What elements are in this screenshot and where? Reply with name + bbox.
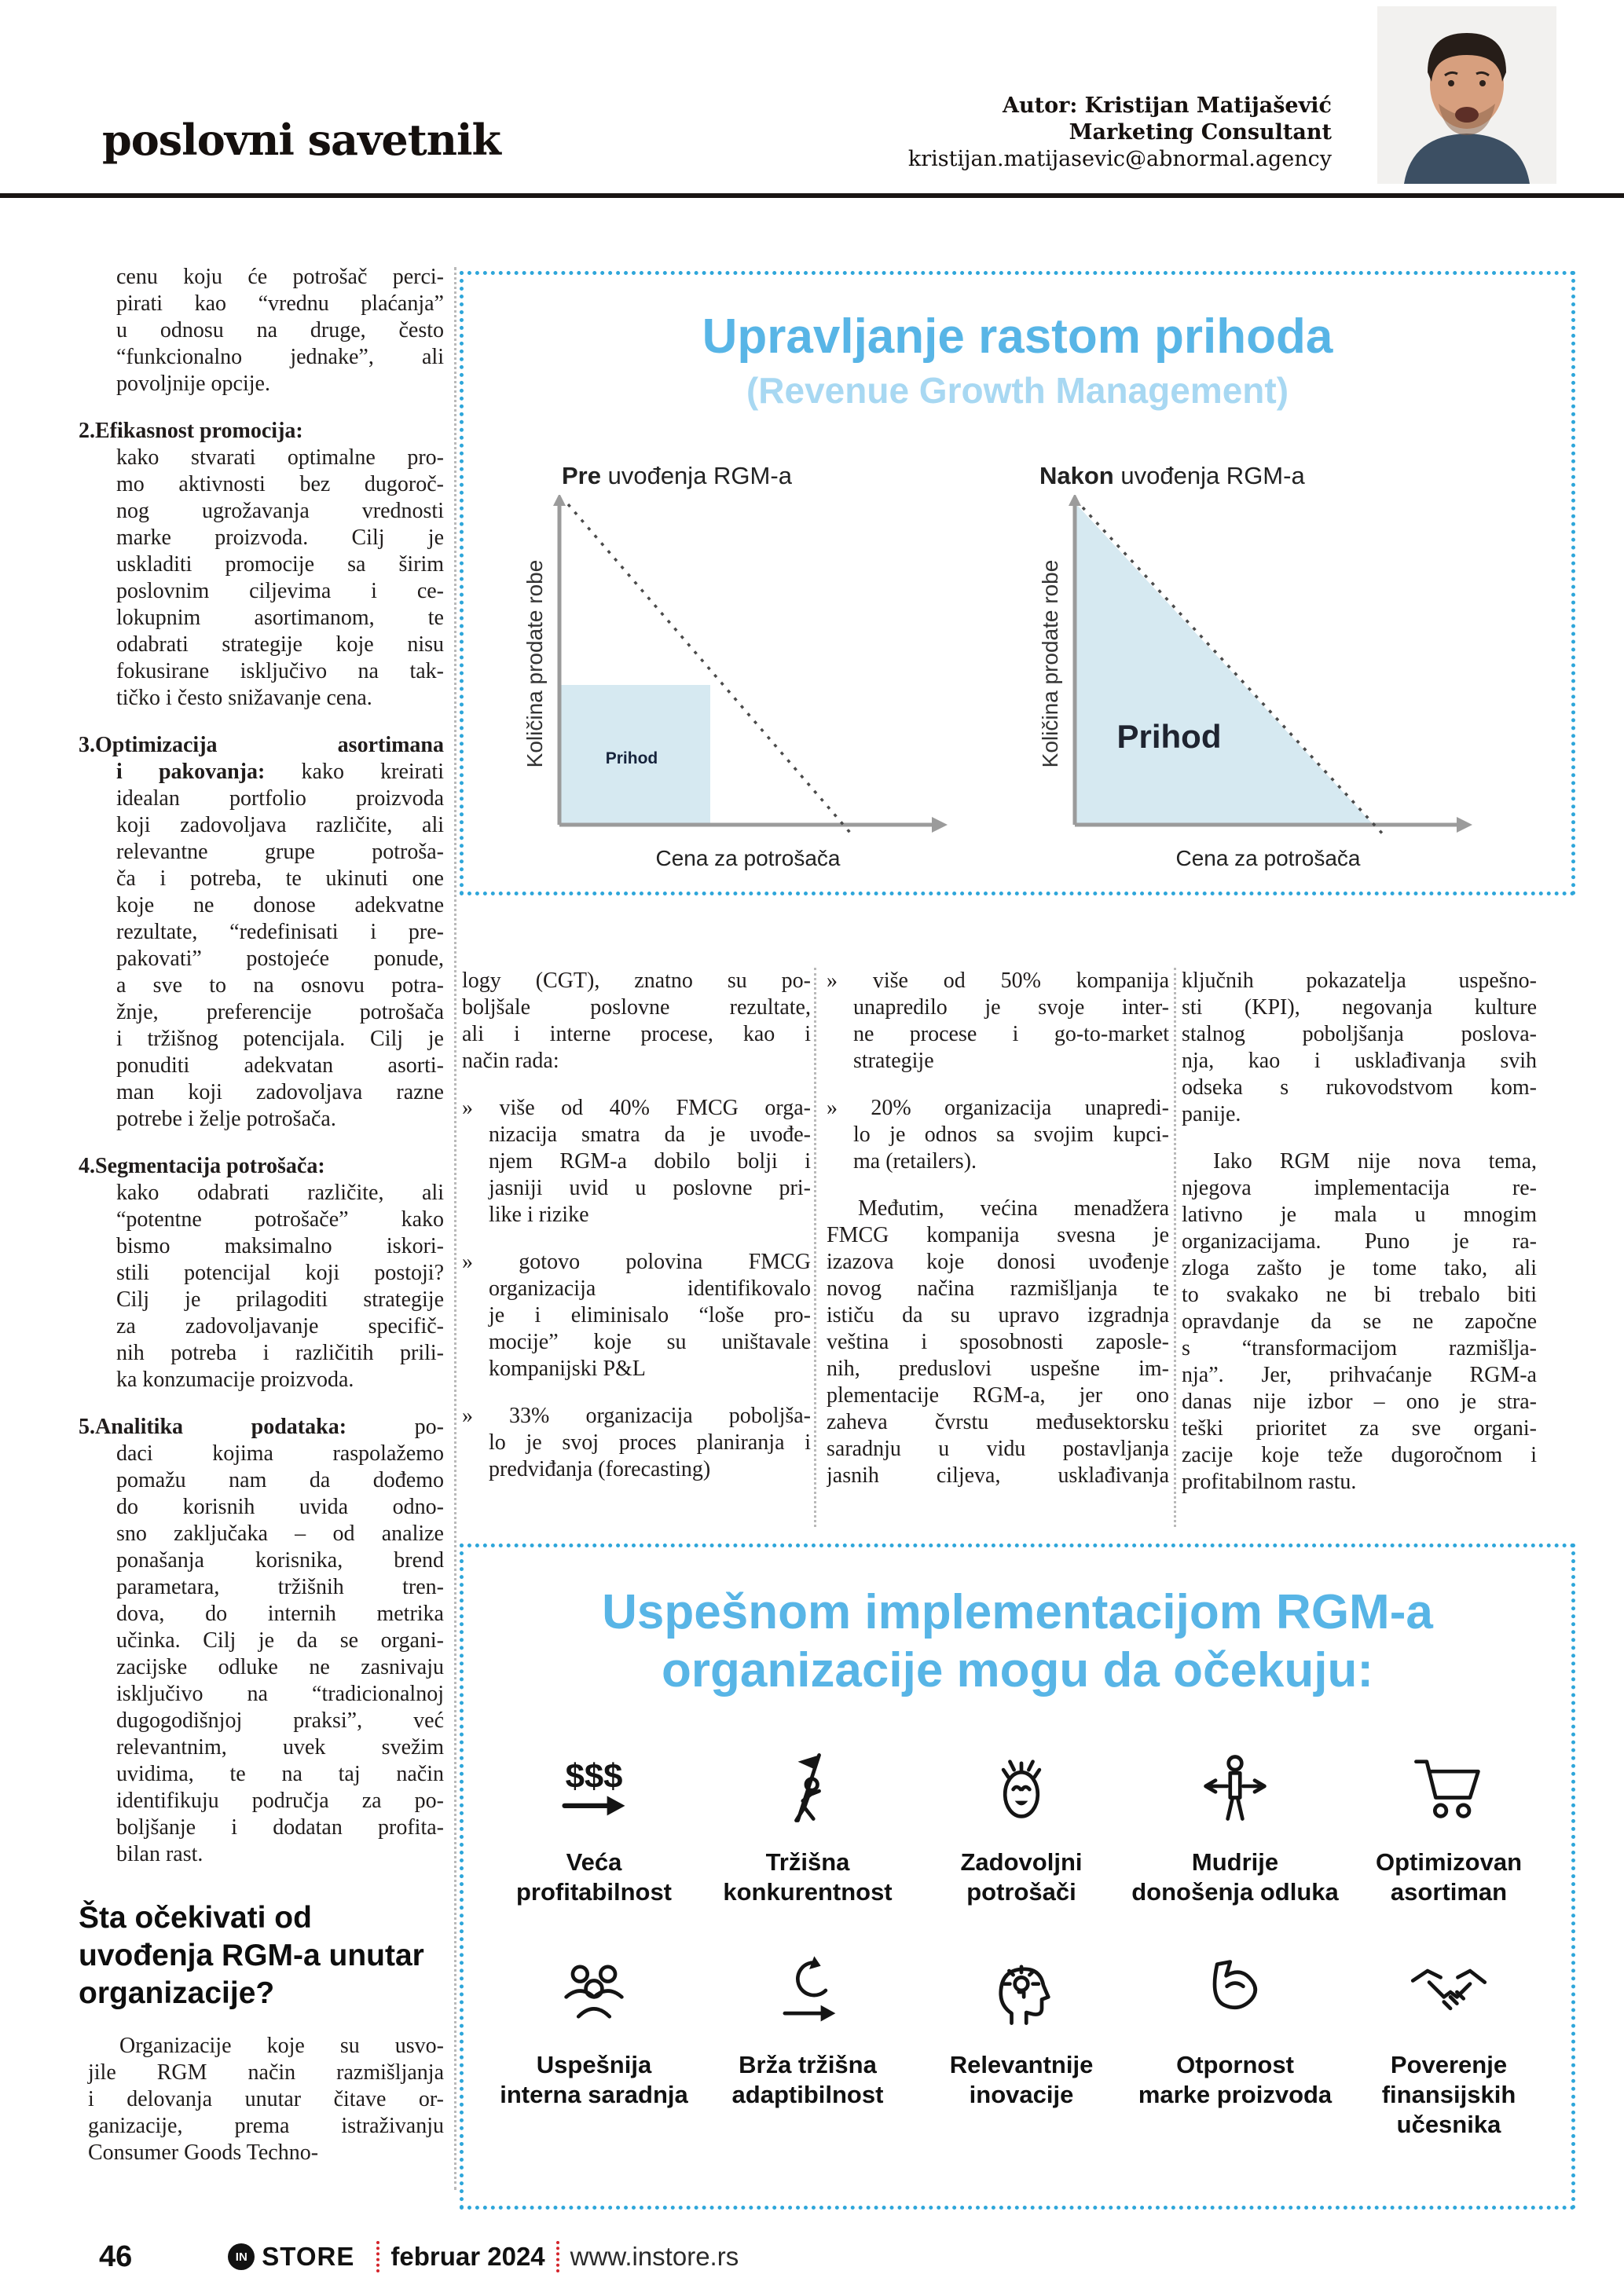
text-line: a sve to na osnovu potra- (116, 973, 444, 998)
text-line: mo aktivnosti bez dugoroč- (116, 472, 444, 496)
text-line: ča i potreba, te ukinuti one (116, 866, 444, 891)
text-line: organizacijama. Puno je ra- (1182, 1229, 1537, 1254)
paragraph (79, 264, 444, 397)
text-line: pirati kao “vrednu plaćanja” (116, 291, 444, 316)
y-axis-label: Količina prodate robe (522, 559, 547, 768)
label-line: Otpornost (1176, 2051, 1294, 2078)
text-line: » više od 40% FMCG orga- (462, 1096, 811, 1120)
paragraph (79, 2033, 444, 2166)
text-line: odabrati strategije koje nisu (116, 632, 444, 657)
expectation-label (701, 2050, 915, 2110)
paragraph (462, 1249, 811, 1382)
text-line: jasnih ciljeva, usklađivanja (827, 1463, 1169, 1488)
text-line: lo je odnos sa svojim kupci- (853, 1122, 1169, 1147)
svg-text:$$$: $$$ (565, 1757, 623, 1796)
paragraph (462, 1095, 811, 1229)
label-line: asortiman (1390, 1878, 1508, 1906)
chart-header-nakon: Nakon uvođenja RGM-a (1039, 462, 1305, 489)
text-line: Međutim, većina menadžera (858, 1196, 1169, 1221)
text-line: FMCG kompanija svesna je (827, 1223, 1169, 1247)
x-axis-label: Cena za potrošača (655, 846, 841, 870)
text-line: dova, do internih metrika (116, 1602, 444, 1626)
text-line: njegova implementacija re- (1182, 1176, 1537, 1200)
column-divider (454, 267, 456, 2190)
text-line: » 20% organizacija unapredi- (827, 1096, 1169, 1120)
text-line: daci kojima raspolažemo (116, 1441, 444, 1466)
label-line: Mudrije (1191, 1848, 1279, 1876)
text-line: koje ne donose adekvatne (116, 893, 444, 917)
text-line: predviđanja (forecasting) (489, 1457, 711, 1481)
text-line: strategije (853, 1049, 934, 1073)
text-line: Iako RGM nije nova tema, (1213, 1149, 1537, 1174)
text-line: ponašanja korisnika, brend (116, 1548, 444, 1573)
handshake-icon (1342, 1946, 1556, 2034)
text-line: stalnog poboljšanja poslova- (1182, 1022, 1537, 1046)
text-line: dugogodišnjoj praksi”, već (116, 1708, 444, 1733)
expectation-item (915, 1946, 1128, 2140)
text-line: identifikuju područja za po- (116, 1789, 444, 1813)
expectation-label (487, 2050, 701, 2110)
text-line: potrebe i želje potrošača. (116, 1107, 336, 1131)
text-line: veština i sposobnosti zaposle- (827, 1330, 1169, 1354)
revenue-area-label: Prihod (1116, 718, 1222, 755)
label-line: učesnika (1396, 2111, 1501, 2138)
text-line: koji zadovoljava različite, ali (116, 813, 444, 837)
paragraph (79, 1899, 444, 2012)
text-line: zacijske odluke ne zasnivaju (116, 1655, 444, 1679)
website-link[interactable]: www.instore.rs (570, 2242, 739, 2271)
text-line: fokusirane isključivo na tak- (116, 659, 444, 683)
paragraph (1182, 1148, 1537, 1496)
text-line: lo je svoj proces planiranja i (489, 1430, 811, 1455)
paragraph (827, 968, 1169, 1075)
text-line: uvođenja RGM-a unutar (79, 1939, 424, 1972)
expectations-grid (487, 1744, 1556, 2140)
text-line: zacije koje teže dugoročnom i (1182, 1443, 1537, 1467)
text-line: lokupnim asortimanom, te (116, 606, 444, 630)
article-column-3 (827, 968, 1169, 1489)
expectation-item (915, 1744, 1128, 1907)
label-line: donošenja odluka (1131, 1878, 1339, 1906)
page-number: 46 (99, 2239, 133, 2273)
column-divider (1174, 968, 1176, 1527)
paragraph (462, 1403, 811, 1483)
text-line: ponuditi adekvatan asorti- (116, 1053, 444, 1078)
text-line: organizacija identifikovalo (489, 1276, 811, 1301)
text-line: jile RGM način razmišljanja (88, 2060, 444, 2085)
paragraph (827, 1095, 1169, 1175)
text-line: mocije” koje su uništavale (489, 1330, 811, 1354)
text-line: cenu koju će potrošač perci- (116, 265, 444, 289)
paragraph (827, 1196, 1169, 1489)
text-line: do korisnih uvida odno- (116, 1495, 444, 1519)
text-line: relevantnim, uvek svežim (116, 1735, 444, 1760)
author-block (908, 93, 1332, 173)
text-line: isključivo na “tradicionalnoj (116, 1682, 444, 1706)
expectation-item (1128, 1744, 1342, 1907)
label-line: Optimizovan (1375, 1848, 1522, 1876)
paragraph (1182, 968, 1537, 1128)
text-line: sno zaključaka – od analize (116, 1522, 444, 1546)
text-line: zloga zašto je tome tako, ali (1182, 1256, 1537, 1280)
x-axis-arrow (1457, 817, 1472, 833)
text-line: lativno je mala u mnogim (1182, 1203, 1537, 1227)
text-line: nja, kao i usklađivanja svih (1182, 1049, 1537, 1073)
text-line: » gotovo polovina FMCG (462, 1250, 811, 1274)
text-line: to svakako ne bi trebalo biti (1182, 1283, 1537, 1307)
box-subtitle: (Revenue Growth Management) (746, 370, 1289, 411)
section-title: poslovni savetnik (102, 115, 500, 165)
expectation-label (1128, 1847, 1342, 1907)
label-line: adaptibilnost (731, 2081, 884, 2108)
label-line: marke proizvoda (1138, 2081, 1333, 2108)
dollars-growth-icon (487, 1744, 701, 1832)
article-column-1 (79, 264, 444, 2166)
text-line: relevantne grupe potroša- (116, 840, 444, 864)
text-line: ma (retailers). (853, 1149, 977, 1174)
text-line: boljšanje i dodatan profita- (116, 1815, 444, 1840)
magazine-name: STORE (262, 2242, 355, 2271)
label-line: Brža tržišna (739, 2051, 877, 2078)
box-title: Upravljanje rastom prihoda (702, 309, 1333, 364)
issue-date: februar 2024 (390, 2242, 545, 2271)
text-line: jasniji uvid u poslovne pri- (489, 1176, 811, 1200)
text-line: kako stvarati optimalne pro- (116, 445, 444, 470)
text-line: organizacije? (79, 1976, 275, 2010)
text-line: ključnih pokazatelja uspešno- (1182, 969, 1537, 993)
text-line: i pakovanja: kako kreirati (116, 760, 444, 784)
text-line: za zadovoljavanje specifič- (116, 1314, 444, 1338)
text-line: izazova koje donosi uvođenje (827, 1250, 1169, 1274)
label-line: Relevantnije (949, 2051, 1094, 2078)
team-icon (487, 1946, 701, 2034)
expectations-box (460, 1543, 1575, 2210)
expectation-label (487, 1847, 701, 1907)
chart-header-pre: Pre uvođenja RGM-a (562, 462, 792, 489)
text-line: idealan portfolio proizvoda (116, 786, 444, 811)
author-role: Marketing Consultant (1069, 120, 1332, 145)
text-line: “funkcionalno jednake”, ali (116, 345, 444, 369)
text-line: njem RGM-a dobilo bolji i (489, 1149, 811, 1174)
text-line: profitabilnom rastu. (1182, 1470, 1357, 1494)
agile-loop-icon (701, 1946, 915, 2034)
text-line: način rada: (462, 1049, 559, 1073)
text-line: stili potencijal koji postoji? (116, 1261, 444, 1285)
text-line: povoljnije opcije. (116, 372, 270, 396)
shopping-cart-icon (1342, 1744, 1556, 1832)
decision-person-icon (1128, 1744, 1342, 1832)
text-line: ističu da su upravo izgradnja (827, 1303, 1169, 1327)
expectation-label (701, 1847, 915, 1907)
footer-divider (376, 2241, 379, 2272)
text-line: uvidima, te na taj način (116, 1762, 444, 1786)
label-line: Poverenje (1390, 2051, 1508, 2078)
text-line: teški prioritet za sve organi- (1182, 1416, 1537, 1441)
text-line: boljšale poslovne rezultate, (462, 995, 811, 1020)
label-line: profitabilnost (515, 1878, 673, 1906)
text-line: novog načina razmišljanja te (827, 1276, 1169, 1301)
expectation-item (1128, 1946, 1342, 2140)
header-divider (0, 193, 1624, 198)
paragraph (79, 1153, 444, 1393)
text-line: ali i interne procese, kao i (462, 1022, 811, 1046)
text-line: tičko i često snižavanje cena. (116, 686, 372, 710)
y-axis-label: Količina prodate robe (1038, 559, 1062, 768)
expectations-title: Uspešnom implementacijom RGM-a organizacije mogu da očekuju: (602, 1585, 1433, 1697)
text-line: u odnosu na druge, često (116, 318, 444, 342)
author-name: Autor: Kristijan Matijašević (1003, 93, 1332, 118)
label-line: konkurentnost (723, 1878, 893, 1906)
text-line: zaheva čvrstu međusektorsku (827, 1410, 1169, 1434)
expectation-label (915, 1847, 1128, 1907)
text-line: » 33% organizacija poboljša- (462, 1404, 811, 1428)
text-line: učinka. Cilj je da se organi- (116, 1628, 444, 1653)
revenue-area-triangle (1076, 504, 1373, 825)
expectations-row-1 (487, 1744, 1556, 1907)
text-line: panije. (1182, 1102, 1241, 1126)
text-line: kompanijski P&L (489, 1357, 646, 1381)
expectation-item (701, 1744, 915, 1907)
y-axis-arrow (1069, 495, 1081, 506)
article-column-4 (1182, 968, 1537, 1496)
strong-arm-icon (1128, 1946, 1342, 2034)
text-line: pomažu nam da dođemo (116, 1468, 444, 1492)
paragraph (79, 418, 444, 712)
expectation-label (1342, 2050, 1556, 2140)
label-line: interna saradnja (500, 2081, 688, 2108)
expectation-label (1128, 2050, 1342, 2110)
y-axis-arrow (553, 495, 566, 506)
text-line: 2.Efikasnost promocija: (79, 419, 303, 443)
x-axis-arrow (932, 817, 948, 833)
text-line: ka konzumacije proizvoda. (116, 1368, 354, 1392)
text-line: 3.Optimizacija asortimana (79, 733, 444, 757)
article-column-2 (462, 968, 811, 1483)
paragraph (79, 1414, 444, 1868)
label-line: Zadovoljni (960, 1848, 1083, 1876)
label-line: Veća (566, 1848, 622, 1876)
text-line: žnje, preferencije potrošača (116, 1000, 444, 1024)
text-line: man koji zadovoljava razne (116, 1080, 444, 1104)
market-flag-icon (701, 1744, 915, 1832)
text-line: danas nije izbor – ono je stra- (1182, 1390, 1537, 1414)
text-line: marke proizvoda. Cilj je (116, 525, 444, 550)
text-line: 5.Analitika podataka: po- (79, 1415, 444, 1439)
text-line: bilan rast. (116, 1842, 203, 1866)
expectation-label (1342, 1847, 1556, 1907)
label-line: inovacije (969, 2081, 1074, 2108)
label-line: potrošači (966, 1878, 1076, 1906)
text-line: bismo maksimalno iskori- (116, 1234, 444, 1258)
column-divider (814, 968, 816, 1527)
text-line: odseka s rukovodstvom kom- (1182, 1075, 1537, 1100)
page-footer (99, 2236, 739, 2278)
paragraph (462, 968, 811, 1075)
instore-logo-icon: IN (228, 2243, 255, 2270)
author-email: kristijan.matijasevic@abnormal.agency (907, 147, 1332, 171)
text-line: nizacija smatra da je uvođe- (489, 1122, 811, 1147)
text-line: nja”. Jer, prihvaćanje RGM-a (1182, 1363, 1537, 1387)
happy-consumer-icon (915, 1744, 1128, 1832)
text-line: opravdanje da se ne započne (1182, 1309, 1537, 1334)
revenue-growth-box (460, 271, 1575, 895)
idea-head-icon (915, 1946, 1128, 2034)
revenue-area-label: Prihod (605, 749, 658, 767)
text-line: nih, preduslovi uspešne im- (827, 1357, 1169, 1381)
text-line: kako odabrati različite, ali (116, 1181, 444, 1205)
price-volume-charts (464, 495, 1571, 888)
label-line: Uspešnija (536, 2051, 652, 2078)
text-line: saradnju u vidu postavljanja (827, 1437, 1169, 1461)
text-line: “potentne potrošače” kako (116, 1207, 444, 1232)
text-line: uskladiti promocije sa širim (116, 552, 444, 577)
text-line: Organizacije koje su usvo- (119, 2034, 444, 2058)
text-line: s “transformacijom razmišlja- (1182, 1336, 1537, 1360)
author-photo (1377, 6, 1556, 184)
text-line: rezultate, “redefinisati i pre- (116, 920, 444, 944)
text-line: ganizacije, prema istraživanju (88, 2114, 444, 2138)
text-line: like i rizike (489, 1203, 589, 1227)
text-line: nih potreba i različitih prili- (116, 1341, 444, 1365)
expectation-item (487, 1946, 701, 2140)
expectation-label (915, 2050, 1128, 2110)
text-line: nog ugrožavanja vrednosti (116, 499, 444, 523)
text-line: Cilj je prilagoditi strategije (116, 1287, 444, 1312)
text-line: Šta očekivati od (79, 1901, 312, 1935)
expectations-row-2 (487, 1946, 1556, 2140)
text-line: logy (CGT), znatno su po- (462, 969, 811, 993)
expectation-item (701, 1946, 915, 2140)
label-line: finansijskih (1381, 2081, 1516, 2108)
label-line: Tržišna (765, 1848, 850, 1876)
text-line: sti (KPI), negovanja kulture (1182, 995, 1537, 1020)
text-line: unapredilo je svoje inter- (853, 995, 1169, 1020)
text-line: poslovnim ciljevima i ce- (116, 579, 444, 603)
text-line: plementacije RGM-a, jer ono (827, 1383, 1169, 1408)
text-line: pakovati” postojeće ponude, (116, 947, 444, 971)
expectation-item (487, 1744, 701, 1907)
expectation-item (1342, 1946, 1556, 2140)
text-line: 4.Segmentacija potrošača: (79, 1154, 325, 1178)
text-line: i delovanja unutar čitave or- (88, 2087, 444, 2111)
expectation-item (1342, 1744, 1556, 1907)
text-line: parametara, tržišnih tren- (116, 1575, 444, 1599)
x-axis-label: Cena za potrošača (1175, 846, 1361, 870)
text-line: je i eliminisalo “loše pro- (489, 1303, 811, 1327)
text-line: Consumer Goods Techno- (88, 2140, 319, 2165)
text-line: » više od 50% kompanija (827, 969, 1169, 993)
text-line: ne procese i go-to-market (853, 1022, 1169, 1046)
footer-divider (556, 2241, 559, 2272)
text-line: i tržišnog potencijala. Cilj je (116, 1027, 444, 1051)
paragraph (79, 732, 444, 1133)
